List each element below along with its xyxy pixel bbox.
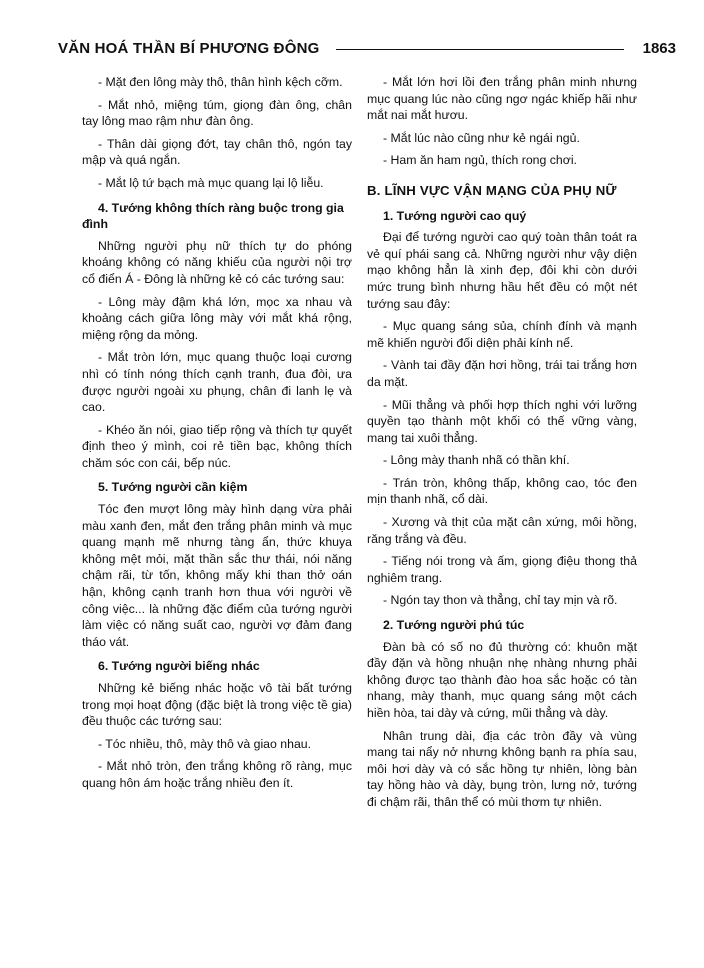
paragraph: - Xương và thịt của mặt cân xứng, môi hồng, răng trắng và đều.: [367, 515, 637, 546]
paragraph: - Thân dài giọng đớt, tay chân thô, ngón tay mập và quá ngắn.: [82, 136, 352, 168]
paragraph: Tóc đen mượt lông mày hình dạng vừa phải màu xanh đen, mắt đen trắng phân minh và mục quang mạnh mẽ nhưng tàng ẩn, thức khuya không mệt mỏi, mặt thần sắc thư thái, nói năng chậm rãi, từ tốn, không mấy khi than thở oán hận, không cạnh tranh hơn thua với người về công việc... là những đặc điểm của tướng người làm việc có năng suất cao, người vợ đảm đang tháo vát.: [82, 502, 352, 649]
paragraph: - Tóc nhiều, thô, mày thô và giao nhau.: [98, 736, 312, 751]
paragraph: - Mắt nhỏ, miệng túm, giọng đàn ông, chân tay lông mao rậm như đàn ông.: [82, 97, 352, 129]
paragraph: Những kẻ biếng nhác hoặc vô tài bất tướng trong mọi hoạt động (đặc biệt là trong việc tề gia) đều thuộc các tướng sau:: [82, 681, 352, 729]
paragraph: - Mũi thẳng và phối hợp thích nghi với lưỡng quyền tạo thành một khối có thế vững vàng, mang tai xuôi thẳng.: [367, 397, 637, 445]
paragraph: - Khéo ăn nói, giao tiếp rộng và thích tự quyết định theo ý mình, coi rẻ tiền bạc, không thích chăm sóc con cái, bếp núc.: [82, 422, 352, 470]
paragraph: Đại để tướng người cao quý toàn thân toát ra vẻ quí phái sang cả. Những người như vậy diện mạo không hẳn là xinh đẹp, đôi khi còn dưới mức trung bình nhưng hầu hết đều có một nét tướng sau đây:: [367, 230, 637, 311]
paragraph: - Mắt nhỏ tròn, đen trắng không rõ ràng, mục quang hôn ám hoặc trắng nhiều đen ít.: [82, 759, 352, 790]
paragraph: Những người phụ nữ thích tự do phóng khoáng không có năng khiếu của người nội trợ cổ điển Á - Đông là những kẻ có các tướng sau:: [82, 238, 352, 286]
page-number: 1863: [642, 40, 676, 57]
paragraph: - Mắt lộ tứ bạch mà mục quang lại lộ liễu.: [98, 175, 324, 190]
paragraph: - Mục quang sáng sủa, chính đính và mạnh mẽ khiến người đối diện phải kính nể.: [367, 319, 637, 350]
paragraph: - Ngón tay thon và thẳng, chỉ tay mịn và rõ.: [383, 593, 618, 608]
section-heading: B. LĨNH VỰC VẬN MẠNG CỦA PHỤ NỮ: [367, 182, 617, 198]
paragraph: - Mắt lúc nào cũng như kẻ ngái ngủ.: [383, 130, 580, 145]
page-header: [58, 40, 676, 62]
paragraph: - Lông mày thanh nhã có thần khí.: [383, 453, 570, 468]
paragraph: - Lông mày đậm khá lớn, mọc xa nhau và khoảng cách giữa lông mày với mắt khá rộng, miệng rộng da mỏng.: [82, 294, 352, 342]
right-column: [367, 74, 637, 817]
paragraph: - Trán tròn, không thấp, không cao, tóc đen mịn thanh nhã, cổ dài.: [367, 475, 637, 507]
running-title: VĂN HOÁ THẦN BÍ PHƯƠNG ĐÔNG: [58, 40, 320, 57]
paragraph: - Mặt đen lông mày thô, thân hình kệch cỡm.: [98, 75, 343, 89]
paragraph: - Mắt lớn hơi lồi đen trắng phân minh nhưng mục quang lúc nào cũng ngơ ngác khiếp hãi như mắt nai mắt hươu.: [367, 75, 637, 123]
subsection-heading: 4. Tướng không thích ràng buộc trong gia đình: [82, 200, 344, 232]
subsection-heading: 2. Tướng người phú túc: [383, 618, 525, 633]
header-rule: [336, 49, 624, 50]
paragraph: - Tiếng nói trong và ấm, giọng điệu thong thả nghiêm trang.: [367, 554, 637, 585]
subsection-heading: 1. Tướng người cao quý: [383, 208, 527, 223]
paragraph: - Ham ăn ham ngủ, thích rong chơi.: [383, 153, 577, 168]
left-column: [82, 74, 352, 798]
paragraph: - Vành tai đầy đặn hơi hồng, trái tai trắng hơn da mặt.: [367, 358, 637, 389]
paragraph: - Mắt tròn lớn, mục quang thuộc loại cương nhì có tính nóng thích cạnh tranh, đua đòi, ưa được người ngoài xu phụng, chân đi lanh lẹ và cao.: [82, 350, 352, 415]
paragraph: Đàn bà có số no đủ thường có: khuôn mặt đầy đặn và hồng nhuận nhẹ nhàng nhưng phải không được tạo thành đào hoa sắc hoặc có tàn nhang, mày thanh, mục quang sáng một cách hiền hòa, tai dày và cứng, mũi thẳng và dày.: [367, 639, 637, 720]
subsection-heading: 5. Tướng người cần kiệm: [98, 480, 248, 495]
subsection-heading: 6. Tướng người biếng nhác: [98, 659, 260, 674]
paragraph: Nhân trung dài, địa các tròn đầy và vùng mang tai nẩy nở nhưng không bạnh ra phía sau, môi hơi dày và có sắc hồng tự nhiên, lòng bàn tay hồng hào và dày, bụng tròn, lưng nở, tướng đi chậm rãi, thân thể có mùi thơm tự nhiên.: [367, 728, 637, 809]
